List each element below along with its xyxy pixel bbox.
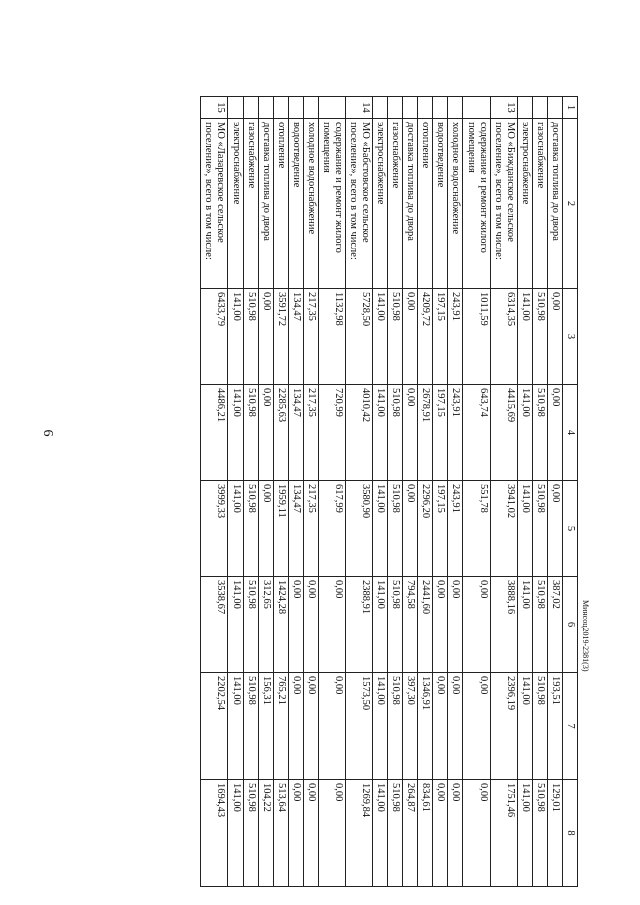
value-cell: 3999,33 (201, 481, 228, 577)
value-cell: 6314,35 (490, 289, 517, 385)
value-cell: 2202,54 (201, 673, 228, 780)
value-cell: 510,98 (388, 385, 403, 481)
row-name-cell: водоотведение (433, 119, 448, 289)
table-row (243, 97, 258, 887)
value-cell: 2285,63 (273, 385, 288, 481)
value-cell: 765,21 (273, 673, 288, 780)
row-name-cell: содержание и ремонт жилого помещения (318, 119, 345, 289)
value-cell: 0,00 (403, 289, 418, 385)
value-cell: 510,98 (388, 673, 403, 780)
value-cell: 510,98 (532, 385, 547, 481)
value-cell: 141,00 (228, 673, 243, 780)
value-cell: 0,00 (303, 577, 318, 673)
value-cell: 0,00 (288, 673, 303, 780)
value-cell: 0,00 (318, 673, 345, 780)
row-name-cell: доставка топлива до двора (403, 119, 418, 289)
value-cell: 129,01 (547, 780, 562, 887)
table-row (303, 97, 318, 887)
value-cell: 4010,42 (346, 385, 373, 481)
value-cell: 2296,20 (418, 481, 433, 577)
row-name-cell: МО «Лазаревское сельское поселение», всего в том числе: (201, 119, 228, 289)
value-cell: 197,15 (433, 385, 448, 481)
value-cell: 510,98 (388, 577, 403, 673)
value-cell: 720,99 (318, 385, 345, 481)
value-cell: 141,00 (517, 289, 532, 385)
row-number-cell: 14 (346, 97, 373, 119)
row-number-cell (418, 97, 433, 119)
value-cell: 0,00 (258, 385, 273, 481)
table-row (288, 97, 303, 887)
value-cell: 0,00 (433, 673, 448, 780)
value-cell: 510,98 (532, 481, 547, 577)
value-cell: 510,98 (243, 289, 258, 385)
row-name-cell: МО «Бабстовское сельское поселение», всего в том числе: (346, 119, 373, 289)
value-cell: 141,00 (373, 481, 388, 577)
value-cell: 387,02 (547, 577, 562, 673)
row-name-cell: газоснабжение (388, 119, 403, 289)
value-cell: 0,00 (433, 577, 448, 673)
table-row (403, 97, 418, 887)
value-cell: 0,00 (463, 577, 490, 673)
value-cell: 197,15 (433, 481, 448, 577)
row-name-cell: водоотведение (288, 119, 303, 289)
row-name-cell: доставка топлива до двора (258, 119, 273, 289)
value-cell: 794,58 (403, 577, 418, 673)
header-cell: 2 (562, 119, 577, 289)
value-cell: 243,91 (448, 385, 463, 481)
value-cell: 141,00 (517, 780, 532, 887)
value-cell: 0,00 (403, 481, 418, 577)
row-number-cell (273, 97, 288, 119)
value-cell: 104,22 (258, 780, 273, 887)
value-cell: 0,00 (433, 780, 448, 887)
value-cell: 141,00 (517, 577, 532, 673)
value-cell: 1346,91 (418, 673, 433, 780)
value-cell: 4486,21 (201, 385, 228, 481)
value-cell: 2678,91 (418, 385, 433, 481)
table-row (228, 97, 243, 887)
value-cell: 141,00 (373, 289, 388, 385)
row-name-cell: холодное водоснабжение (448, 119, 463, 289)
value-cell: 141,00 (373, 673, 388, 780)
table-row (418, 97, 433, 887)
value-cell: 0,00 (463, 780, 490, 887)
value-cell: 513,64 (273, 780, 288, 887)
value-cell: 0,00 (303, 673, 318, 780)
table-row (433, 97, 448, 887)
value-cell: 0,00 (258, 289, 273, 385)
row-number-cell (547, 97, 562, 119)
value-cell: 0,00 (547, 289, 562, 385)
table-row (490, 97, 517, 887)
value-cell: 217,35 (303, 481, 318, 577)
value-cell: 510,98 (532, 780, 547, 887)
value-cell: 0,00 (288, 780, 303, 887)
value-cell: 0,00 (318, 577, 345, 673)
value-cell: 141,00 (517, 481, 532, 577)
value-cell: 3591,72 (273, 289, 288, 385)
value-cell: 0,00 (448, 673, 463, 780)
table-row (346, 97, 373, 887)
document-code: Минсоц2019-2381(3) (581, 600, 590, 672)
value-cell: 510,98 (243, 385, 258, 481)
table-row (373, 97, 388, 887)
value-cell: 141,00 (228, 481, 243, 577)
table-row (448, 97, 463, 887)
value-cell: 141,00 (517, 385, 532, 481)
value-cell: 0,00 (258, 481, 273, 577)
value-cell: 1573,50 (346, 673, 373, 780)
table-row (388, 97, 403, 887)
value-cell: 1424,28 (273, 577, 288, 673)
row-number-cell (288, 97, 303, 119)
value-cell: 510,98 (388, 780, 403, 887)
value-cell: 0,00 (547, 481, 562, 577)
table-row (258, 97, 273, 887)
value-cell: 141,00 (228, 289, 243, 385)
header-cell: 8 (562, 780, 577, 887)
value-cell: 510,98 (532, 577, 547, 673)
value-cell: 617,99 (318, 481, 345, 577)
value-cell: 834,61 (418, 780, 433, 887)
value-cell: 141,00 (228, 780, 243, 887)
row-name-cell: доставка топлива до двора (547, 119, 562, 289)
value-cell: 134,47 (288, 481, 303, 577)
value-cell: 1751,46 (490, 780, 517, 887)
row-name-cell: электроснабжение (228, 119, 243, 289)
value-cell: 3888,16 (490, 577, 517, 673)
table-row (547, 97, 562, 887)
row-name-cell: отопление (418, 119, 433, 289)
table-row (201, 97, 228, 887)
value-cell: 217,35 (303, 289, 318, 385)
value-cell: 4415,69 (490, 385, 517, 481)
value-cell: 1694,43 (201, 780, 228, 887)
table-row (273, 97, 288, 887)
row-number-cell (517, 97, 532, 119)
value-cell: 0,00 (448, 780, 463, 887)
header-cell: 4 (562, 385, 577, 481)
value-cell: 2388,91 (346, 577, 373, 673)
tariff-table (200, 96, 578, 887)
value-cell: 141,00 (373, 385, 388, 481)
header-cell: 6 (562, 577, 577, 673)
value-cell: 0,00 (463, 673, 490, 780)
value-cell: 3941,02 (490, 481, 517, 577)
value-cell: 141,00 (373, 780, 388, 887)
table-row (318, 97, 345, 887)
value-cell: 264,87 (403, 780, 418, 887)
header-cell: 1 (562, 97, 577, 119)
row-name-cell: холодное водоснабжение (303, 119, 318, 289)
row-number-cell (448, 97, 463, 119)
value-cell: 134,47 (288, 289, 303, 385)
value-cell: 197,15 (433, 289, 448, 385)
row-name-cell: отопление (273, 119, 288, 289)
table-row (463, 97, 490, 887)
value-cell: 510,98 (243, 780, 258, 887)
row-number-cell (463, 97, 490, 119)
row-name-cell: электроснабжение (373, 119, 388, 289)
value-cell: 1269,84 (346, 780, 373, 887)
value-cell: 643,74 (463, 385, 490, 481)
value-cell: 0,00 (288, 577, 303, 673)
value-cell: 0,00 (303, 780, 318, 887)
table-body (201, 97, 578, 887)
value-cell: 0,00 (547, 385, 562, 481)
tariff-table-rotated (88, 96, 578, 886)
value-cell: 217,35 (303, 385, 318, 481)
header-row (562, 97, 577, 887)
value-cell: 0,00 (403, 385, 418, 481)
row-number-cell: 13 (490, 97, 517, 119)
value-cell: 510,98 (243, 481, 258, 577)
row-number-cell (532, 97, 547, 119)
value-cell: 551,78 (463, 481, 490, 577)
value-cell: 510,98 (243, 577, 258, 673)
value-cell: 0,00 (448, 577, 463, 673)
header-cell: 7 (562, 673, 577, 780)
row-number-cell: 15 (201, 97, 228, 119)
row-name-cell: газоснабжение (532, 119, 547, 289)
value-cell: 1132,98 (318, 289, 345, 385)
row-number-cell (258, 97, 273, 119)
value-cell: 141,00 (373, 577, 388, 673)
value-cell: 141,00 (517, 673, 532, 780)
row-number-cell (403, 97, 418, 119)
row-name-cell: газоснабжение (243, 119, 258, 289)
value-cell: 1011,59 (463, 289, 490, 385)
value-cell: 193,51 (547, 673, 562, 780)
value-cell: 510,98 (532, 673, 547, 780)
row-number-cell (228, 97, 243, 119)
row-number-cell (388, 97, 403, 119)
value-cell: 3580,90 (346, 481, 373, 577)
table-row (532, 97, 547, 887)
value-cell: 3538,67 (201, 577, 228, 673)
row-number-cell (303, 97, 318, 119)
value-cell: 510,98 (388, 481, 403, 577)
value-cell: 510,98 (532, 289, 547, 385)
value-cell: 243,91 (448, 481, 463, 577)
page-number: 6 (40, 429, 55, 437)
value-cell: 243,91 (448, 289, 463, 385)
row-number-cell (243, 97, 258, 119)
value-cell: 510,98 (243, 673, 258, 780)
header-cell: 5 (562, 481, 577, 577)
row-name-cell: МО «Бижданское сельское поселение», всего в том числе: (490, 119, 517, 289)
value-cell: 2396,19 (490, 673, 517, 780)
value-cell: 510,98 (388, 289, 403, 385)
row-name-cell: электроснабжение (517, 119, 532, 289)
value-cell: 141,00 (228, 577, 243, 673)
value-cell: 2441,60 (418, 577, 433, 673)
value-cell: 4209,72 (418, 289, 433, 385)
value-cell: 134,47 (288, 385, 303, 481)
row-number-cell (433, 97, 448, 119)
value-cell: 312,65 (258, 577, 273, 673)
value-cell: 397,30 (403, 673, 418, 780)
value-cell: 1959,11 (273, 481, 288, 577)
row-number-cell (373, 97, 388, 119)
table-row (517, 97, 532, 887)
value-cell: 141,00 (228, 385, 243, 481)
row-name-cell: содержание и ремонт жилого помещения (463, 119, 490, 289)
value-cell: 0,00 (318, 780, 345, 887)
value-cell: 6433,79 (201, 289, 228, 385)
value-cell: 156,31 (258, 673, 273, 780)
row-number-cell (318, 97, 345, 119)
header-cell: 3 (562, 289, 577, 385)
value-cell: 5728,50 (346, 289, 373, 385)
